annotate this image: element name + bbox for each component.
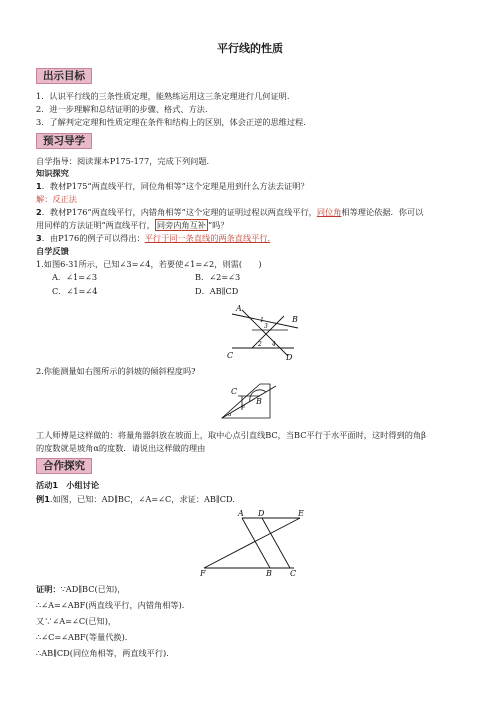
proof-line-1 bbox=[36, 584, 125, 594]
question-1-answer: 解：反正法 bbox=[36, 194, 77, 204]
question-3-text: ．由P176的例子可以得出： bbox=[41, 233, 145, 243]
question-3-fill: 平行于同一条直线的两条直线平行. bbox=[144, 233, 271, 243]
fig3-label-d: D bbox=[258, 509, 265, 518]
question-2-text-b: 相等理论依据．你可以 bbox=[341, 207, 424, 217]
question-2-fill: 同位角 bbox=[316, 207, 342, 217]
fig3-label-a: A bbox=[238, 509, 244, 518]
question-2-line-2 bbox=[36, 220, 229, 230]
fig1-label-b: B bbox=[292, 315, 298, 324]
goal-item-3: 3．了解判定定理和性质定理在条件和结构上的区别，体会正逆的思维过程. bbox=[36, 117, 306, 127]
example-1-head: 例1 bbox=[36, 494, 50, 504]
fig1-angle-2: 2 bbox=[258, 341, 262, 348]
fig3-label-c: C bbox=[290, 569, 297, 578]
option-d: D．AB∥CD bbox=[195, 286, 239, 296]
self-check-question-1: 1.如图6-31所示，已知∠3=∠4，若要使∠1=∠2，则需( ) bbox=[36, 259, 262, 269]
fig3-label-b: B bbox=[266, 569, 272, 578]
question-1 bbox=[36, 181, 309, 191]
question-3-number: 3 bbox=[36, 233, 42, 243]
question-2-text-a: ．教材P176“两直线平行，内错角相等”这个定理的证明过程以两直线平行， bbox=[41, 207, 317, 217]
proof-line-2: ∴∠A=∠ABF(两直线平行，内错角相等). bbox=[36, 600, 185, 610]
option-a: A．∠1=∠3 bbox=[52, 272, 98, 282]
knowledge-heading: 知识探究 bbox=[36, 168, 69, 178]
self-check-heading: 自学反馈 bbox=[36, 246, 69, 256]
proof-line-4: ∴∠C=∠ABF(等量代换). bbox=[36, 632, 128, 642]
fig1-label-d: D bbox=[286, 353, 293, 362]
fig1-angle-1: 1 bbox=[260, 317, 264, 324]
goal-item-1: 1．认识平行线的三条性质定理，能熟练运用这三条定理进行几何证明. bbox=[36, 91, 290, 101]
fig3-label-e: E bbox=[298, 509, 304, 518]
fig2-label-c: C bbox=[231, 387, 238, 396]
section-tag-coop: 合作探究 bbox=[36, 458, 92, 474]
question-2-boxed-phrase: 同旁内角互补 bbox=[156, 220, 206, 230]
goal-item-2: 2．进一步理解和总结证明的步骤、格式、方法. bbox=[36, 104, 208, 114]
example-1-text: .如图，已知：AD∥BC，∠A=∠C，求证：AB∥CD. bbox=[49, 494, 235, 504]
option-b: B．∠2=∠3 bbox=[195, 272, 241, 282]
fig1-transversal-2 bbox=[252, 316, 284, 348]
example-1 bbox=[36, 494, 235, 504]
question-2-line-2-post: ”吗？ bbox=[207, 220, 229, 230]
figure-6-31 bbox=[222, 300, 300, 362]
self-study-guide: 自学指导：阅读课本P175-177，完成下列问题. bbox=[36, 156, 210, 166]
fig2-label-b: B bbox=[256, 397, 262, 406]
fig2-label-beta: β bbox=[242, 404, 245, 410]
question-3 bbox=[36, 233, 270, 243]
fig3-label-f: F bbox=[200, 569, 206, 578]
option-c: C．∠1=∠4 bbox=[52, 286, 98, 296]
fig1-angle-4: 4 bbox=[272, 341, 276, 348]
fig1-label-c: C bbox=[227, 351, 234, 360]
self-check-question-2: 2.你能测量如右图所示的斜坡的倾斜程度吗? bbox=[36, 366, 196, 376]
example-figure bbox=[198, 508, 308, 578]
fig1-angle-3: 3 bbox=[264, 323, 268, 330]
section-tag-preview: 预习导学 bbox=[36, 133, 92, 149]
proof-line-3: 又∵∠A=∠C(已知)， bbox=[36, 616, 117, 626]
question-1-text: ．教材P175“两直线平行，同位角相等”这个定理是用到什么方法去证明？ bbox=[41, 181, 309, 191]
slope-figure bbox=[220, 380, 284, 420]
question-2-line-2-pre: 用同样的方法证明“两直线平行， bbox=[36, 220, 155, 230]
fig1-label-a: A bbox=[236, 304, 242, 313]
question-2 bbox=[36, 207, 423, 217]
worker-explanation-line-2: 的度数就是坡角α的度数．请说出这样做的理由 bbox=[36, 443, 206, 453]
fig2-label-alpha: α bbox=[228, 412, 232, 418]
proof-line-5: ∴AB∥CD(同位角相等，两直线平行). bbox=[36, 648, 169, 658]
proof-label: 证明： bbox=[36, 584, 61, 594]
proof-line-1-text: ∵AD∥BC(已知)， bbox=[60, 584, 126, 594]
fig1-transversal-1 bbox=[242, 310, 288, 356]
worker-explanation-line-1: 工人师傅是这样做的：将量角器斜放在坡面上，取中心点引直线BC，当BC平行于水平面时，这时得到的角β bbox=[36, 430, 426, 440]
page-title: 平行线的性质 bbox=[217, 42, 283, 55]
section-tag-goals: 出示目标 bbox=[36, 68, 92, 84]
question-2-number: 2 bbox=[36, 207, 42, 217]
question-1-number: 1 bbox=[36, 181, 42, 191]
activity-heading: 活动1 小组讨论 bbox=[36, 480, 100, 490]
